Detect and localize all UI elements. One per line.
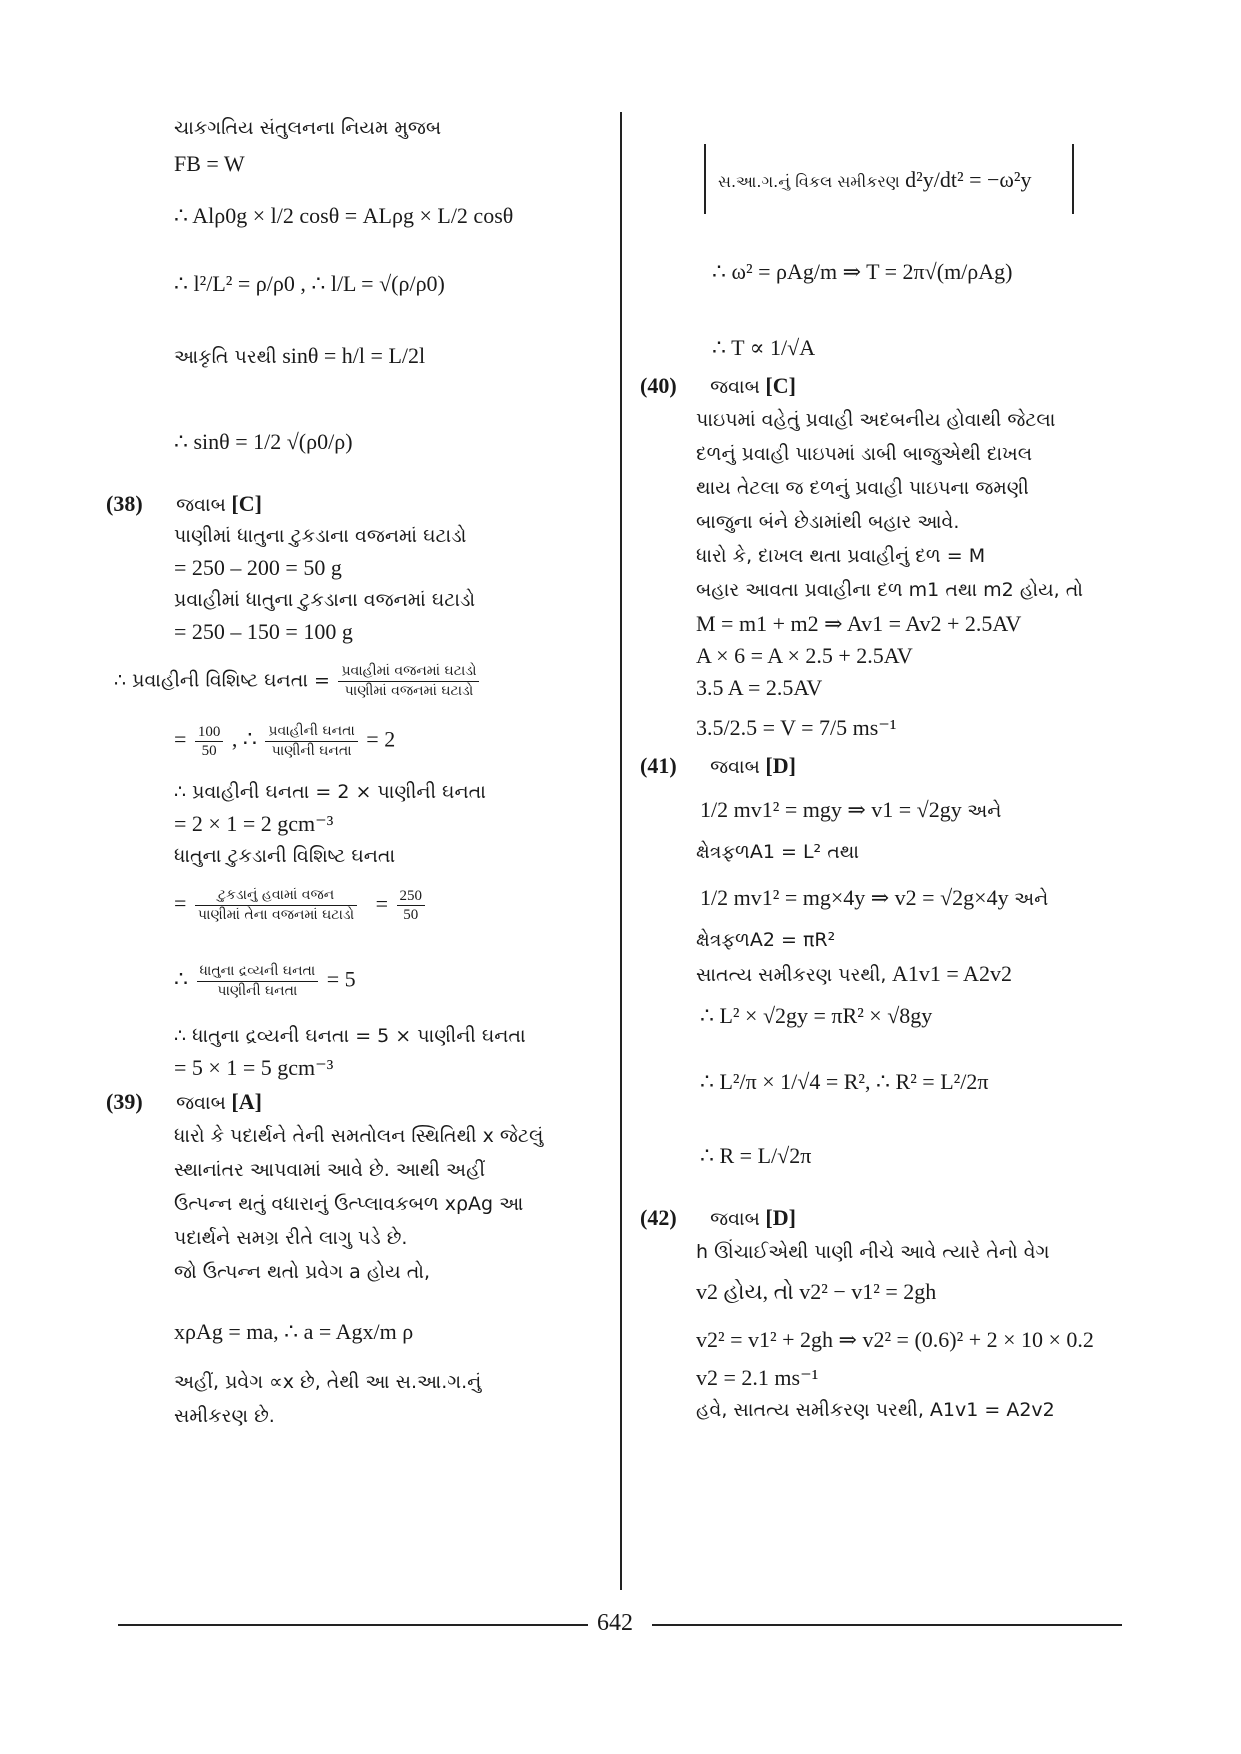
answer-value: [C]: [765, 373, 796, 398]
text-line: સ્થાનાંતર આપવામાં આવે છે. આથી અહીં: [174, 1159, 486, 1181]
text-line: ધાતુના ટુકડાની વિશિષ્ટ ઘનતા: [174, 845, 396, 867]
column-divider: [620, 112, 622, 1590]
page-number: 642: [597, 1610, 633, 1636]
text-line: અહીં, પ્રવેગ ∝x છે, તેથી આ સ.આ.ગ.નું: [174, 1371, 482, 1393]
fraction: [265, 722, 357, 761]
fraction: [195, 886, 357, 925]
equation: 1/2 mv1² = mgy ⇒ v1 = √2gy: [700, 797, 962, 822]
numerator: ધાતુના દ્રવ્યની ઘનતા: [197, 962, 319, 982]
equation-line: [718, 166, 1031, 196]
answer-label: જવાબ: [710, 756, 760, 778]
text-fragment: સ.આ.ગ.નું વિકલ સમીકરણ: [718, 172, 900, 191]
text-line: ઉત્પન્ન થતું વધારાનું ઉત્પ્લાવકબળ xρAg આ: [174, 1193, 524, 1215]
text-line: બાજુના બંને છેડામાંથી બહાર આવે.: [696, 511, 960, 533]
text-line: પદાર્થને સમગ્ર રીતે લાગુ પડે છે.: [174, 1227, 408, 1249]
equation: v2² = v1² + 2gh ⇒ v2² = (0.6)² + 2 × 10 × 0.2: [696, 1327, 1094, 1352]
fraction: [195, 723, 224, 760]
equation: sinθ = h/l = L/2l: [282, 343, 426, 368]
answer-label: જવાબ: [176, 1092, 226, 1114]
equation: ∴ T ∝ 1/√A: [712, 335, 816, 360]
equation: A1v1 = A2v2: [891, 961, 1012, 986]
equation: ∴ Alρ0g × l/2 cosθ = ALρg × L/2 cosθ: [174, 203, 514, 228]
text-line: ધારો કે પદાર્થને તેની સમતોલન સ્થિતિથી x જેટલું: [174, 1125, 544, 1147]
question-header: [640, 752, 796, 781]
text-fragment: આકૃતિ પરથી: [174, 346, 277, 368]
equation: v2 હોય, તો v2² − v1² = 2gh: [696, 1279, 937, 1304]
numerator: 250: [397, 887, 426, 906]
footer-rule-right: [652, 1624, 1122, 1626]
question-header: [640, 1204, 796, 1233]
text-line: ∴ ધાતુના દ્રવ્યની ઘનતા = 5 × પાણીની ઘનતા: [174, 1025, 526, 1047]
numerator: 100: [195, 723, 224, 742]
equation-line: [700, 884, 1048, 913]
equation: ∴ L²/π × 1/√4 = R², ∴ R² = L²/2π: [700, 1069, 989, 1094]
text-line: બહાર આવતા પ્રવાહીના દળ m1 તથા m2 હોય, તો: [696, 579, 1084, 601]
text-line: પ્રવાહીમાં ધાતુના ટુકડાના વજનમાં ઘટાડો: [174, 589, 476, 611]
equation: 3.5 A = 2.5AV: [696, 675, 823, 700]
equation: ∴ L² × √2gy = πR² × √8gy: [700, 1003, 933, 1028]
text-fragment: અને: [1014, 888, 1049, 910]
equation-line: = $\frac{100}{50}$ , ∴ $\frac{\text{પ્રવાહીની ઘનતા}}{\text{પાણીની ઘનતા}}$ = 2: [174, 723, 396, 759]
equation: FB = W: [174, 151, 245, 176]
fraction: [197, 962, 319, 1001]
question-number: (41): [640, 753, 677, 778]
text-line: ક્ષેત્રફળA2 = πR²: [696, 929, 836, 951]
fraction: [397, 887, 426, 924]
text-line: ચાકગતિય સંતુલનના નિયમ મુજબ: [174, 117, 442, 139]
numerator: પ્રવાહીની ઘનતા: [265, 722, 357, 742]
fraction: [338, 662, 479, 701]
answer-label: જવાબ: [176, 494, 226, 516]
text-line: પાણીમાં ધાતુના ટુકડાના વજનમાં ઘટાડો: [174, 525, 467, 547]
equation-end: = 5: [326, 966, 356, 992]
equation: ∴ l²/L² = ρ/ρ0 , ∴ l/L = √(ρ/ρ0): [174, 271, 445, 296]
answer-value: [D]: [765, 753, 796, 778]
denominator: પાણીની ઘનતા: [271, 743, 352, 759]
question-header: [106, 490, 262, 519]
equation: xρAg = ma, ∴ a = Agx/m ρ: [174, 1319, 414, 1344]
answer-value: [D]: [765, 1205, 796, 1230]
equation: ∴ sinθ = 1/2 √(ρ0/ρ): [174, 429, 353, 454]
numerator: પ્રવાહીમાં વજનમાં ઘટાડો: [338, 662, 479, 682]
question-number: (38): [106, 491, 143, 516]
denominator: પાણીની ઘનતા: [217, 983, 298, 999]
equation: v2 = 2.1 ms⁻¹: [696, 1365, 819, 1390]
equation: d²y/dt² = −ω²y: [905, 167, 1032, 192]
answer-value: [C]: [231, 491, 262, 516]
equation: A × 6 = A × 2.5 + 2.5AV: [696, 643, 913, 668]
numerator: ટુકડાનું હવામાં વજન: [195, 886, 357, 906]
text-line: ક્ષેત્રફળA1 = L² તથા: [696, 841, 860, 863]
denominator: પાણીમાં વજનમાં ઘટાડો: [344, 683, 474, 699]
equation-line: [174, 342, 425, 371]
answer-value: [A]: [231, 1089, 262, 1114]
denominator: 50: [403, 907, 419, 923]
equation-line: [114, 662, 482, 701]
text-line: થાય તેટલા જ દળનું પ્રવાહી પાઇપના જમણી: [696, 477, 1029, 499]
text-fragment: અને: [967, 800, 1002, 822]
question-number: (40): [640, 373, 677, 398]
text-fragment: ∴ પ્રવાહીની વિશિષ્ટ ઘનતા =: [114, 669, 330, 692]
text-line: દળનું પ્રવાહી પાઇપમાં ડાબી બાજુએથી દાખલ: [696, 443, 1033, 465]
equation-line: [696, 960, 1012, 989]
equation: 3.5/2.5 = V = 7/5 ms⁻¹: [696, 715, 897, 740]
question-header: [106, 1088, 262, 1117]
denominator: 50: [201, 743, 217, 759]
footer-rule-left: [118, 1624, 588, 1626]
question-number: (42): [640, 1205, 677, 1230]
equation: = 250 – 150 = 100 g: [174, 619, 353, 644]
equation: ∴ ω² = ρAg/m ⇒ T = 2π√(m/ρAg): [712, 259, 1013, 284]
text-line: સમીકરણ છે.: [174, 1405, 275, 1427]
denominator: પાણીમાં તેના વજનમાં ઘટાડો: [197, 907, 355, 923]
text-line: જો ઉત્પન્ન થતો પ્રવેગ a હોય તો,: [174, 1261, 431, 1283]
equation: = 5 × 1 = 5 gcm⁻³: [174, 1055, 334, 1080]
text-line: ∴ પ્રવાહીની ઘનતા = 2 × પાણીની ઘનતા: [174, 781, 486, 803]
question-number: (39): [106, 1089, 143, 1114]
equation-line: [700, 796, 1001, 825]
equation-line: ∴ $\frac{\text{ધાતુના દ્રવ્યની ઘનતા}}{\text{પાણીની ઘનતા}}$ = 5: [174, 963, 356, 999]
equation: = 250 – 200 = 50 g: [174, 555, 342, 580]
answer-label: જવાબ: [710, 1208, 760, 1230]
equation-line: = $\frac{\text{ટુકડાનું હવામાં વજન}}{\text{પાણીમાં તેના વજનમાં ઘટાડો}}$ = $\frac{250}{50}$: [174, 886, 428, 925]
equation: ∴ R = L/√2π: [700, 1143, 812, 1168]
text-line: h ઊંચાઈએથી પાણી નીચે આવે ત્યારે તેનો વેગ: [696, 1241, 1050, 1263]
equation: = 2 × 1 = 2 gcm⁻³: [174, 811, 334, 836]
text-fragment: સાતત્ય સમીકરણ પરથી,: [696, 964, 887, 986]
equation-end: = 2: [366, 726, 396, 752]
text-line: ધારો કે, દાખલ થતા પ્રવાહીનું દળ = M: [696, 545, 986, 567]
equation: M = m1 + m2 ⇒ Av1 = Av2 + 2.5AV: [696, 611, 1022, 636]
question-header: [640, 372, 796, 401]
answer-label: જવાબ: [710, 376, 760, 398]
equation: 1/2 mv1² = mg×4y ⇒ v2 = √2g×4y: [700, 885, 1009, 910]
text-line: હવે, સાતત્ય સમીકરણ પરથી, A1v1 = A2v2: [696, 1399, 1055, 1421]
text-line: પાઇપમાં વહેતું પ્રવાહી અદબનીય હોવાથી જેટલા: [696, 409, 1056, 431]
